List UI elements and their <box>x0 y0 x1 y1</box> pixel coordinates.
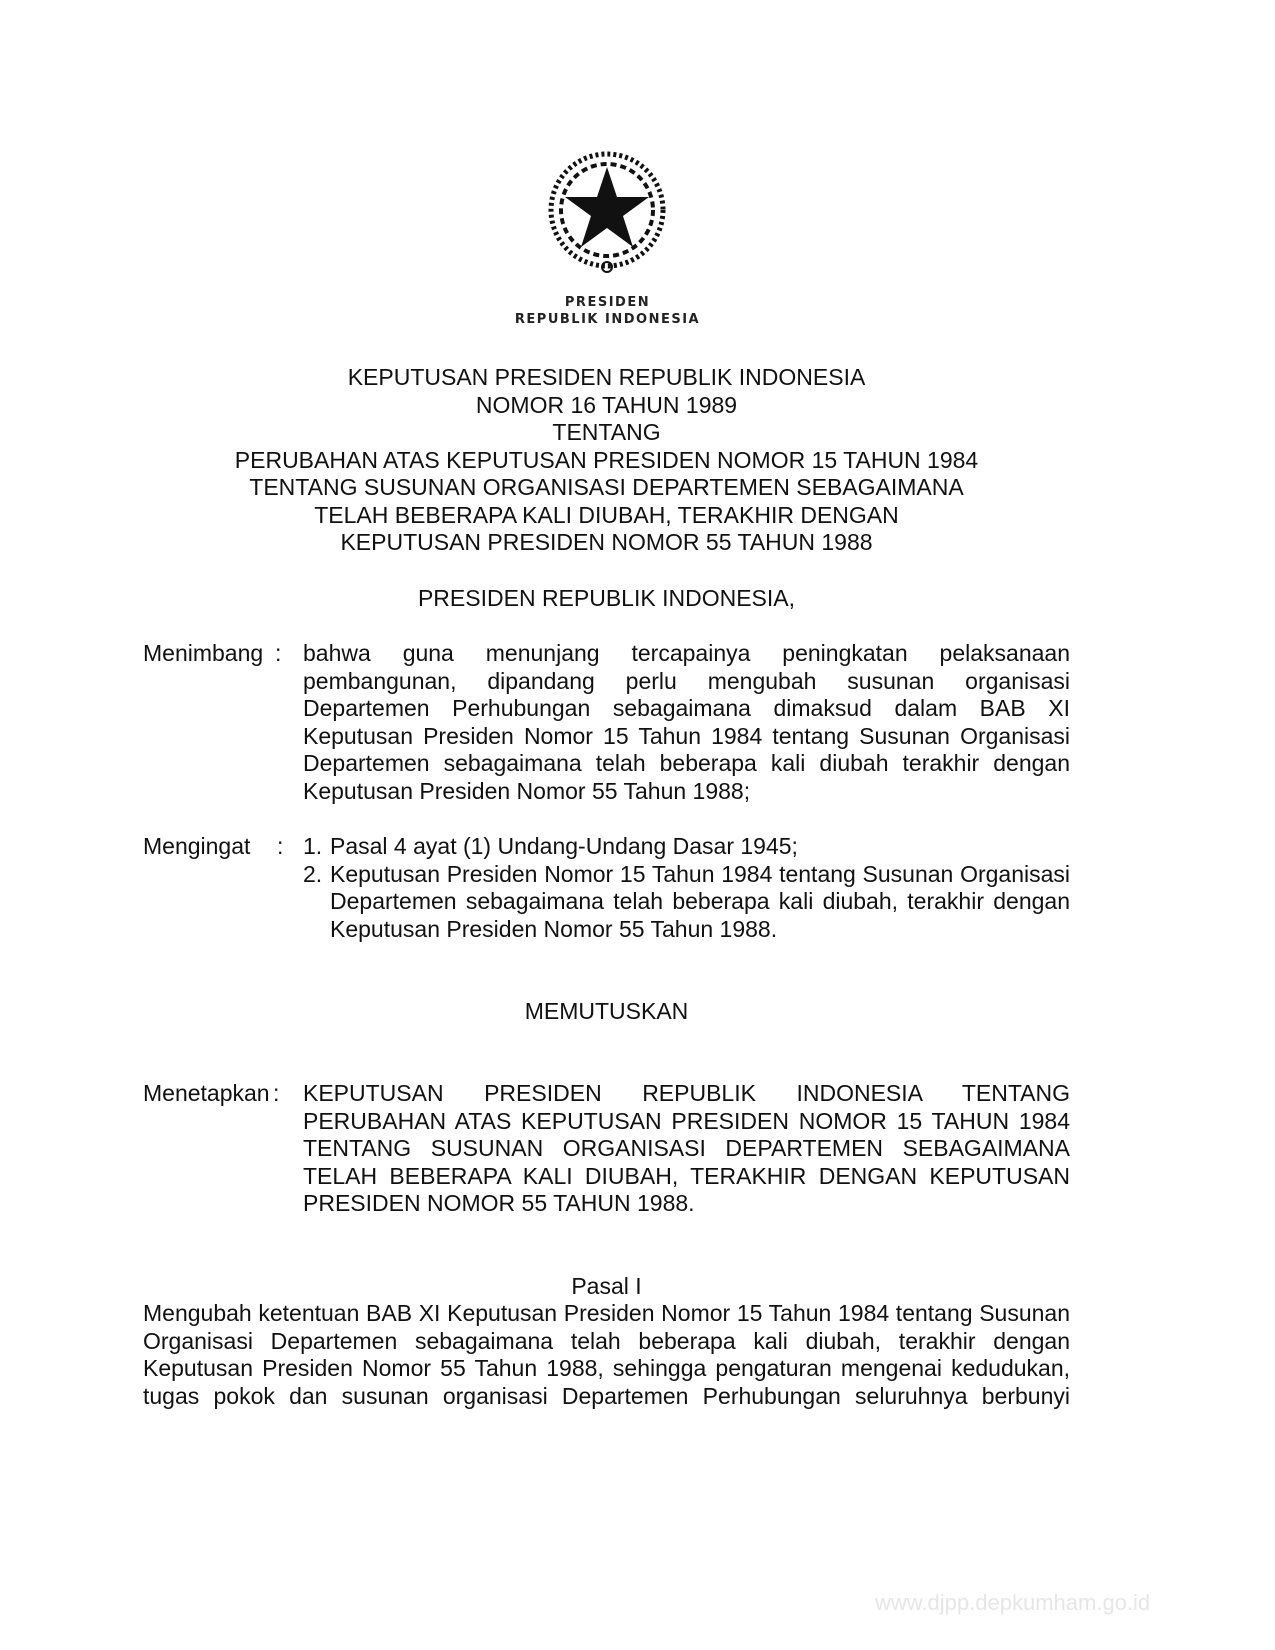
seal-caption-line1: PRESIDEN <box>564 295 651 310</box>
text-line: Keputusan Presiden Nomor 55 Tahun 1988; <box>303 777 751 804</box>
text-line: TELAH BEBERAPA KALI DIUBAH, TERAKHIR DENGAN <box>314 501 899 528</box>
text-line: Keputusan Presiden Nomor 55 Tahun 1988. <box>330 915 778 942</box>
text-line: TELAH BEBERAPA KALI DIUBAH, TERAKHIR DENGAN KEPUTUSAN <box>303 1162 1070 1189</box>
document-title <box>143 364 1070 557</box>
memutuskan-heading: MEMUTUSKAN <box>524 998 689 1024</box>
menimbang-text <box>303 640 1070 805</box>
garuda-star-wreath-emblem <box>540 145 675 280</box>
text-line: KEPUTUSAN PRESIDEN REPUBLIK INDONESIA <box>347 364 866 390</box>
mengingat-list <box>303 833 1070 943</box>
text-line: TENTANG <box>552 419 661 445</box>
menetapkan-label: Menetapkan <box>143 1080 270 1106</box>
item-number: 2. <box>303 860 323 887</box>
menimbang-colon: : <box>275 640 282 666</box>
text-line: NOMOR 16 TAHUN 1989 <box>475 391 738 418</box>
menetapkan-text <box>303 1080 1070 1218</box>
watermark: www.djpp.depkumham.go.id <box>875 1590 1151 1615</box>
text-line: Keputusan Presiden Nomor 15 Tahun 1984 tentang Susunan Organisasi <box>330 860 1070 887</box>
text-line: Departemen sebagaimana telah beberapa kali diubah, terakhir dengan <box>330 888 1070 914</box>
text-line: Pasal 4 ayat (1) Undang-Undang Dasar 1945; <box>330 833 798 859</box>
text-line: bahwa guna menunjang tercapainya peningkatan pelaksanaan <box>303 640 1070 666</box>
text-line: Organisasi Departemen sebagaimana telah beberapa kali diubah, terakhir dengan <box>143 1327 1070 1354</box>
mengingat-item <box>303 861 1070 944</box>
text-line: Keputusan Presiden Nomor 15 Tahun 1984 tentang Susunan Organisasi <box>303 722 1070 749</box>
menimbang-label: Menimbang <box>143 640 264 666</box>
seal-caption-line2: REPUBLIK INDONESIA <box>514 312 701 327</box>
text-line: PERUBAHAN ATAS KEPUTUSAN PRESIDEN NOMOR 15 TAHUN 1984 <box>303 1107 1070 1134</box>
issuer-line: PRESIDEN REPUBLIK INDONESIA, <box>417 585 796 611</box>
text-line: Departemen Perhubungan sebagaimana dimaksud dalam BAB XI <box>303 695 1070 721</box>
pasal-heading: Pasal I <box>571 1273 642 1299</box>
text-line: Departemen sebagaimana telah beberapa kali diubah terakhir dengan <box>303 750 1070 776</box>
text-line: pembangunan, dipandang perlu mengubah susunan organisasi <box>303 667 1070 694</box>
text-line: tugas pokok dan susunan organisasi Departemen Perhubungan seluruhnya berbunyi <box>143 1382 1070 1409</box>
mengingat-label: Mengingat <box>143 833 251 859</box>
text-line: Mengubah ketentuan BAB XI Keputusan Presiden Nomor 15 Tahun 1984 tentang Susunan <box>143 1300 1070 1326</box>
mengingat-item <box>303 833 1070 861</box>
text-line: Keputusan Presiden Nomor 55 Tahun 1988, sehingga pengaturan mengenai kedudukan, <box>143 1355 1070 1381</box>
menetapkan-colon: : <box>273 1080 280 1106</box>
text-line: KEPUTUSAN PRESIDEN NOMOR 55 TAHUN 1988 <box>340 529 873 555</box>
text-line: PERUBAHAN ATAS KEPUTUSAN PRESIDEN NOMOR 15 TAHUN 1984 <box>234 446 979 473</box>
text-line: PRESIDEN NOMOR 55 TAHUN 1988. <box>303 1190 695 1216</box>
text-line: TENTANG SUSUNAN ORGANISASI DEPARTEMEN SEBAGAIMANA <box>249 474 964 500</box>
text-line: KEPUTUSAN PRESIDEN REPUBLIK INDONESIA TENTANG <box>303 1080 1070 1106</box>
pasal-body <box>143 1300 1070 1410</box>
item-number: 1. <box>303 833 323 859</box>
text-line: TENTANG SUSUNAN ORGANISASI DEPARTEMEN SEBAGAIMANA <box>303 1135 1070 1161</box>
mengingat-colon: : <box>277 833 284 859</box>
